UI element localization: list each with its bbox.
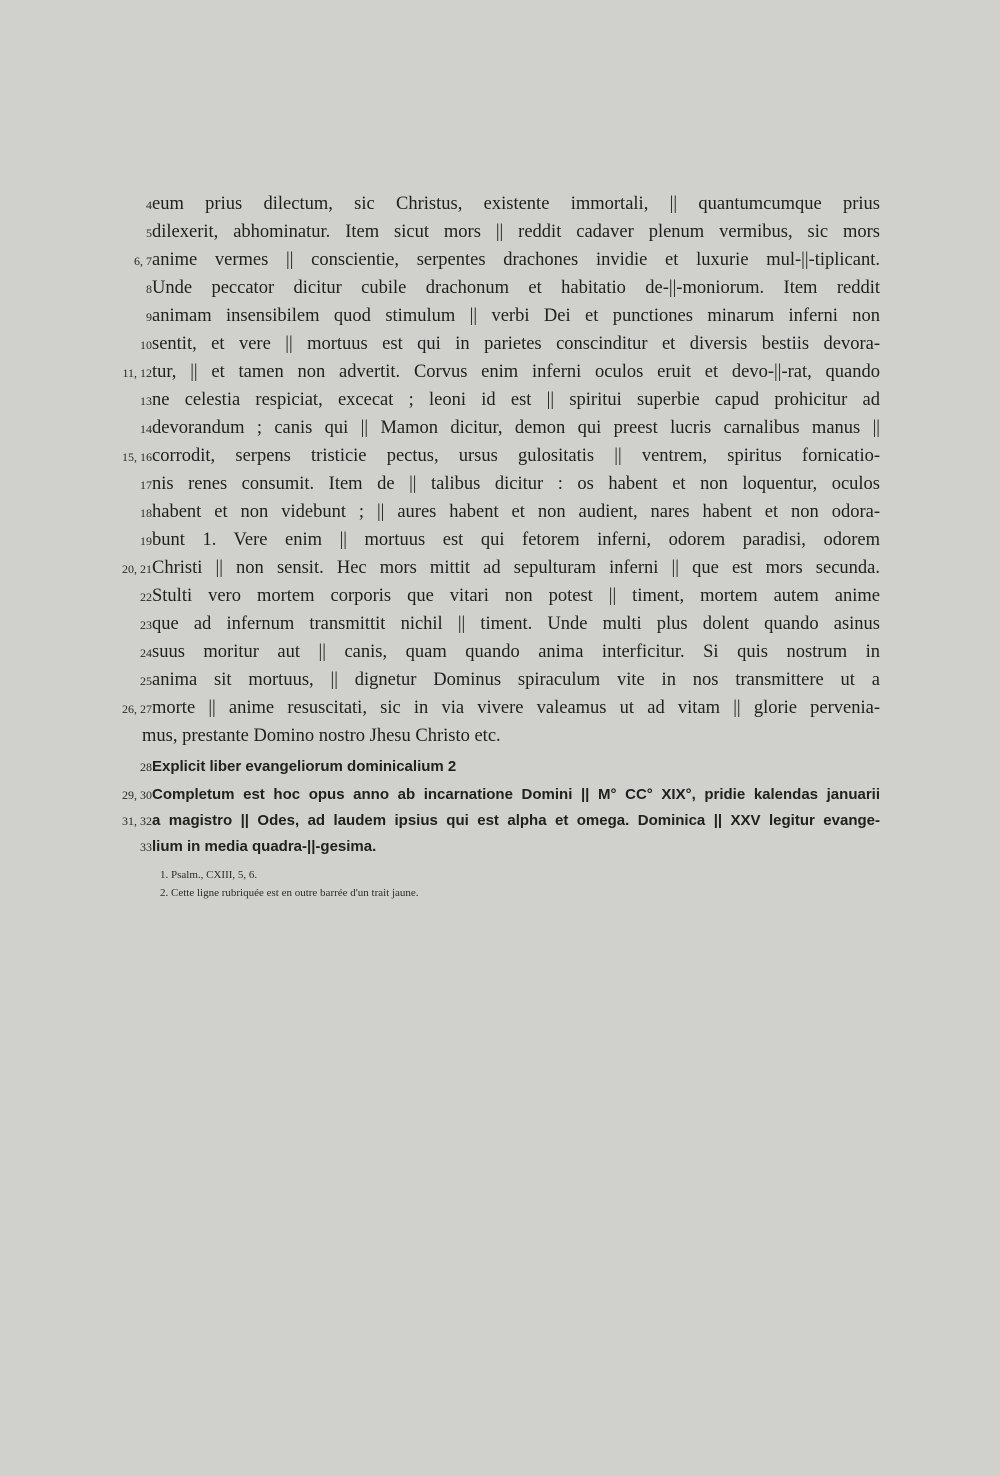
text-line xyxy=(100,250,880,278)
line-text: habent et non videbunt ; || aures habent et non audient, nares habent et non odora- xyxy=(152,502,880,522)
line-number: 23 xyxy=(140,618,152,632)
line-number: 24 xyxy=(140,646,152,660)
line-text: dilexerit, abhominatur. Item sicut mors || reddit cadaver plenum vermibus, sic mors xyxy=(152,222,880,242)
text-line xyxy=(100,614,880,642)
line-number: 25 xyxy=(140,674,152,688)
line-text: mus, prestante Domino nostro Jhesu Christo etc. xyxy=(142,726,501,746)
line-text: corrodit, serpens tristicie pectus, ursus gulositatis || ventrem, spiritus fornicatio- xyxy=(152,446,880,466)
text-line xyxy=(100,334,880,362)
footnote: 2. Cette ligne rubriquée est en outre barrée d'un trait jaune. xyxy=(160,887,419,899)
footnote: 1. Psalm., CXIII, 5, 6. xyxy=(160,869,258,881)
line-number: 17 xyxy=(140,478,152,492)
line-text: sentit, et vere || mortuus est qui in parietes conscinditur et diversis bestiis devora- xyxy=(152,334,880,354)
text-line xyxy=(100,558,880,586)
line-text: a magistro || Odes, ad laudem ipsius qui est alpha et omega. Dominica || XXV legitur evange- xyxy=(152,812,880,829)
line-text: Christi || non sensit. Hec mors mittit ad sepulturam inferni || que est mors secunda. xyxy=(152,558,880,578)
line-number: 4 xyxy=(146,198,152,212)
line-number: 20, 21 xyxy=(122,562,152,576)
text-line xyxy=(100,418,880,446)
text-line xyxy=(100,446,880,474)
line-number: 6, 7 xyxy=(134,254,152,268)
footnotes xyxy=(160,869,760,905)
line-text: Explicit liber evangeliorum dominicalium 2 xyxy=(152,758,457,775)
text-line xyxy=(100,222,880,250)
line-number: 10 xyxy=(140,338,152,352)
line-text: tur, || et tamen non advertit. Corvus enim inferni oculos eruit et devo-||-rat, quando xyxy=(152,362,880,382)
line-number: 19 xyxy=(140,534,152,548)
text-line xyxy=(100,642,880,670)
line-text: animam insensibilem quod stimulum || verbi Dei et punctiones minarum inferni non xyxy=(152,306,880,326)
text-line xyxy=(100,670,880,698)
line-text: anime vermes || conscientie, serpentes drachones invidie et luxurie mul-||-tiplicant. xyxy=(152,250,880,270)
line-number: 9 xyxy=(146,310,152,324)
text-line xyxy=(100,836,880,864)
line-number: 5 xyxy=(146,226,152,240)
line-text: ne celestia respiciat, excecat ; leoni id est || spiritui superbie capud prohicitur ad xyxy=(152,390,880,410)
text-line xyxy=(100,756,880,784)
line-number: 33 xyxy=(140,840,152,854)
text-line xyxy=(100,502,880,530)
line-text: devorandum ; canis qui || Mamon dicitur, demon qui preest lucris carnalibus manus || xyxy=(152,418,880,438)
line-number: 31, 32 xyxy=(122,814,152,828)
text-line xyxy=(100,306,880,334)
line-number: 15, 16 xyxy=(122,450,152,464)
line-text: lium in media quadra-||-gesima. xyxy=(152,838,377,855)
text-line xyxy=(100,726,880,754)
line-text: Unde peccator dicitur cubile drachonum et habitatio de-||-moniorum. Item reddit xyxy=(152,278,880,298)
line-number: 28 xyxy=(140,760,152,774)
line-number: 26, 27 xyxy=(122,702,152,716)
line-text: eum prius dilectum, sic Christus, existente immortali, || quantumcumque prius xyxy=(152,194,880,214)
text-line xyxy=(100,474,880,502)
line-text: que ad infernum transmittit nichil || timent. Unde multi plus dolent quando asinus xyxy=(152,614,880,634)
text-line xyxy=(100,530,880,558)
line-number: 14 xyxy=(140,422,152,436)
line-text: Stulti vero mortem corporis que vitari non potest || timent, mortem autem anime xyxy=(152,586,880,606)
line-number: 13 xyxy=(140,394,152,408)
text-line xyxy=(100,278,880,306)
line-number: 22 xyxy=(140,590,152,604)
line-text: suus moritur aut || canis, quam quando anima interficitur. Si quis nostrum in xyxy=(152,642,880,662)
line-text: nis renes consumit. Item de || talibus dicitur : os habent et non loquentur, oculos xyxy=(152,474,880,494)
text-line xyxy=(100,390,880,418)
text-line xyxy=(100,586,880,614)
line-text: anima sit mortuus, || dignetur Dominus spiraculum vite in nos transmittere ut a xyxy=(152,670,880,690)
line-number: 18 xyxy=(140,506,152,520)
line-text: bunt 1. Vere enim || mortuus est qui fetorem inferni, odorem paradisi, odorem xyxy=(152,530,880,550)
line-text: Completum est hoc opus anno ab incarnatione Domini || M° CC° XIX°, pridie kalendas januarii xyxy=(152,786,880,803)
line-number: 29, 30 xyxy=(122,788,152,802)
line-text: morte || anime resuscitati, sic in via vivere valeamus ut ad vitam || glorie pervenia- xyxy=(152,698,880,718)
line-number: 11, 12 xyxy=(122,366,152,380)
text-line xyxy=(100,784,880,812)
text-line xyxy=(100,810,880,838)
text-line xyxy=(100,698,880,726)
text-line xyxy=(100,362,880,390)
line-number: 8 xyxy=(146,282,152,296)
text-line xyxy=(100,194,880,222)
